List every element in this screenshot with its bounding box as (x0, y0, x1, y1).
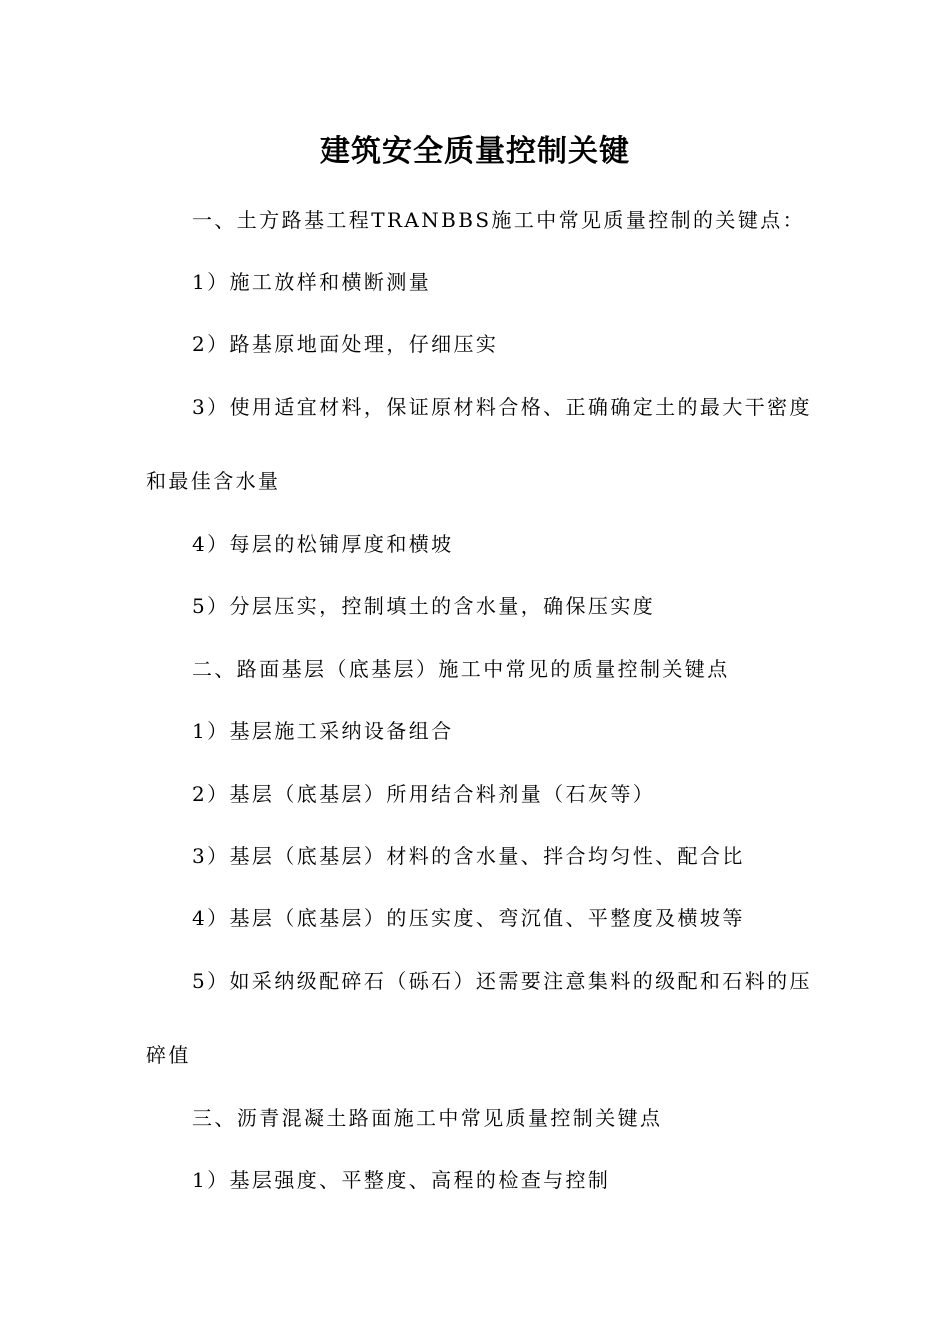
list-item: 3）使用适宜材料，保证原材料合格、正确确定土的最大干密度 (192, 395, 812, 419)
section-heading-1: 一、土方路基工程TRANBBS施工中常见质量控制的关键点： (192, 208, 806, 232)
document-title: 建筑安全质量控制关键 (320, 134, 630, 169)
list-item: 5）如采纳级配碎石（砾石）还需要注意集料的级配和石料的压 (192, 969, 812, 993)
section-heading-2: 二、路面基层（底基层）施工中常见的质量控制关键点 (192, 657, 730, 681)
list-item-continuation: 碎值 (146, 1043, 191, 1067)
list-item: 2）基层（底基层）所用结合料剂量（石灰等） (192, 782, 656, 806)
list-item: 1）施工放样和横断测量 (192, 270, 432, 294)
list-item: 4）每层的松铺厚度和横坡 (192, 532, 454, 556)
list-item: 4）基层（底基层）的压实度、弯沉值、平整度及横坡等 (192, 906, 745, 930)
list-item: 2）路基原地面处理，仔细压实 (192, 332, 499, 356)
list-item-continuation: 和最佳含水量 (146, 469, 281, 493)
list-item: 1）基层施工采纳设备组合 (192, 719, 454, 743)
list-item: 1）基层强度、平整度、高程的检查与控制 (192, 1168, 611, 1192)
list-item: 5）分层压实，控制填土的含水量，确保压实度 (192, 594, 656, 618)
section-heading-3: 三、沥青混凝土路面施工中常见质量控制关键点 (192, 1106, 663, 1130)
list-item: 3）基层（底基层）材料的含水量、拌合均匀性、配合比 (192, 844, 745, 868)
